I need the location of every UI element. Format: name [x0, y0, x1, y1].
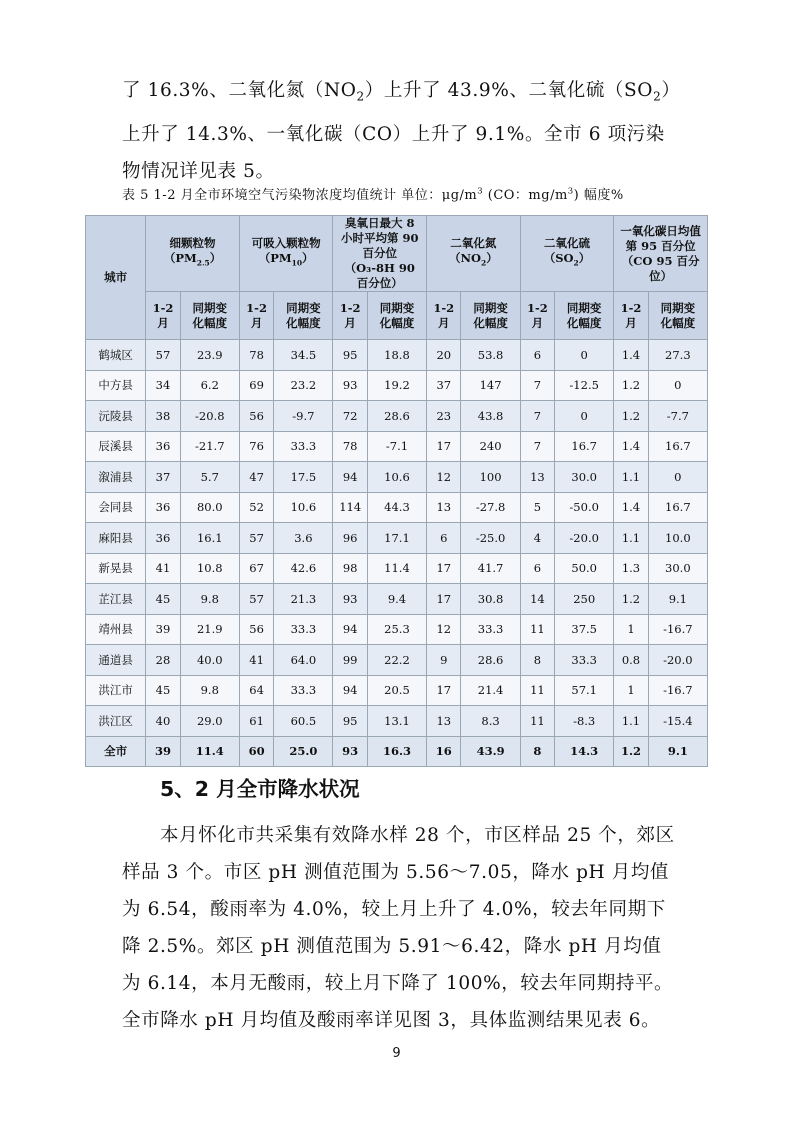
value-cell: 28: [146, 645, 180, 676]
value-cell: 16.7: [648, 431, 707, 462]
caption-sup-1: 3: [477, 185, 484, 196]
value-cell: 9.8: [180, 675, 239, 706]
value-cell: 8: [520, 645, 554, 676]
value-cell: 21.3: [274, 584, 333, 615]
value-cell: 11.4: [367, 553, 426, 584]
value-cell: 25.0: [274, 736, 333, 767]
city-cell: 通道县: [86, 645, 146, 676]
value-cell: 33.3: [555, 645, 614, 676]
table-row: [86, 401, 708, 432]
intro-sub-1: 2: [356, 89, 365, 104]
table-row: [86, 370, 708, 401]
city-cell: 沅陵县: [86, 401, 146, 432]
value-cell: 28.6: [367, 401, 426, 432]
value-cell: 78: [333, 431, 367, 462]
intro-text-1: 了 16.3%、二氧化氮（NO: [122, 80, 357, 101]
value-cell: 57.1: [555, 675, 614, 706]
value-cell: 6: [427, 523, 461, 554]
value-cell: 10.6: [367, 462, 426, 493]
table-row: [86, 645, 708, 676]
subheader-period: 1-2 月: [520, 292, 554, 340]
subheader-period: 1-2 月: [333, 292, 367, 340]
value-cell: -8.3: [555, 706, 614, 737]
value-cell: 1.2: [614, 370, 648, 401]
value-cell: 34.5: [274, 340, 333, 371]
table-row: [86, 736, 708, 767]
caption-unit-b: (CO：mg/m: [483, 188, 568, 203]
intro-text-3: ）上升了 14.3%、一氧化碳（CO）上升了 9.1%。全市 6 项污染物情况详见表 5。: [122, 80, 672, 182]
value-cell: 45: [146, 675, 180, 706]
header-so2-name: 二氧化硫: [543, 236, 590, 251]
value-cell: 36: [146, 492, 180, 523]
intro-paragraph: [122, 72, 677, 190]
header-pm10-sub: 10: [291, 258, 303, 268]
value-cell: 18.8: [367, 340, 426, 371]
value-cell: 23.2: [274, 370, 333, 401]
value-cell: 72: [333, 401, 367, 432]
value-cell: 57: [146, 340, 180, 371]
value-cell: 11: [520, 614, 554, 645]
value-cell: 1.4: [614, 340, 648, 371]
value-cell: 33.3: [274, 675, 333, 706]
value-cell: 96: [333, 523, 367, 554]
value-cell: -7.7: [648, 401, 707, 432]
value-cell: 93: [333, 736, 367, 767]
value-cell: 14.3: [555, 736, 614, 767]
value-cell: 50.0: [555, 553, 614, 584]
value-cell: 17: [427, 584, 461, 615]
value-cell: 45: [146, 584, 180, 615]
value-cell: 36: [146, 431, 180, 462]
city-cell: 全市: [86, 736, 146, 767]
value-cell: 1.3: [614, 553, 648, 584]
value-cell: -16.7: [648, 614, 707, 645]
value-cell: -27.8: [461, 492, 520, 523]
value-cell: 41: [239, 645, 273, 676]
caption-unit-c: ) 幅度%: [573, 188, 624, 203]
header-so2: [520, 216, 614, 292]
value-cell: 4: [520, 523, 554, 554]
page-number: 9: [392, 1046, 401, 1061]
value-cell: -20.0: [555, 523, 614, 554]
section-heading: 5、2 月全市降水状况: [160, 777, 360, 801]
value-cell: 19.2: [367, 370, 426, 401]
header-no2: [427, 216, 521, 292]
value-cell: 38: [146, 401, 180, 432]
value-cell: 0.8: [614, 645, 648, 676]
header-no2-sub: 2: [481, 258, 487, 268]
value-cell: 17: [427, 675, 461, 706]
value-cell: 40: [146, 706, 180, 737]
value-cell: 11: [520, 675, 554, 706]
header-so2-close: ）: [578, 251, 591, 266]
value-cell: 28.6: [461, 645, 520, 676]
value-cell: 52: [239, 492, 273, 523]
value-cell: 13: [427, 492, 461, 523]
value-cell: 33.3: [274, 614, 333, 645]
value-cell: 7: [520, 370, 554, 401]
value-cell: 67: [239, 553, 273, 584]
subheader-period: 1-2 月: [239, 292, 273, 340]
header-co: 一氧化碳日均值第 95 百分位（CO 95 百分位）: [614, 216, 708, 292]
subheader-period: 1-2 月: [427, 292, 461, 340]
value-cell: 27.3: [648, 340, 707, 371]
value-cell: 40.0: [180, 645, 239, 676]
value-cell: 16.1: [180, 523, 239, 554]
value-cell: 250: [555, 584, 614, 615]
value-cell: 17: [427, 553, 461, 584]
city-cell: 鹤城区: [86, 340, 146, 371]
section-paragraph-text: 本月怀化市共采集有效降水样 28 个，市区样品 25 个，郊区样品 3 个。市区 pH 测值范围为 5.56～7.05，降水 pH 月均值为 6.54，酸雨率为 4.0%，较上月上升了 4.0%，较去年同期下降 2.5%。郊区 pH 测值范围为 5.91～6.42，降水 pH 月均值为 6.14，本月无酸雨，较上月下降了 100%，较去年同期持平。全市降水 pH 月均值及酸雨率详见图 3，具体监测结果见表 6。: [122, 825, 675, 1031]
subheader-period: 1-2 月: [146, 292, 180, 340]
value-cell: 9.1: [648, 584, 707, 615]
value-cell: 114: [333, 492, 367, 523]
city-cell: 洪江市: [86, 675, 146, 706]
value-cell: 30.0: [648, 553, 707, 584]
table-row: [86, 584, 708, 615]
value-cell: 0: [555, 340, 614, 371]
pollutant-table: [85, 215, 708, 767]
header-pm25-name: 细颗粒物: [169, 236, 216, 251]
value-cell: 98: [333, 553, 367, 584]
section-paragraph: [122, 817, 677, 1039]
value-cell: 17.1: [367, 523, 426, 554]
value-cell: 1.1: [614, 523, 648, 554]
header-pm10: [239, 216, 333, 292]
city-cell: 芷江县: [86, 584, 146, 615]
value-cell: 60.5: [274, 706, 333, 737]
value-cell: 14: [520, 584, 554, 615]
header-so2-open: （SO: [543, 251, 574, 266]
value-cell: 80.0: [180, 492, 239, 523]
value-cell: -20.8: [180, 401, 239, 432]
value-cell: 20: [427, 340, 461, 371]
table-row: [86, 553, 708, 584]
value-cell: 69: [239, 370, 273, 401]
value-cell: 53.8: [461, 340, 520, 371]
value-cell: 94: [333, 462, 367, 493]
value-cell: -50.0: [555, 492, 614, 523]
value-cell: 8: [520, 736, 554, 767]
value-cell: 17: [427, 431, 461, 462]
table-row: [86, 614, 708, 645]
value-cell: 99: [333, 645, 367, 676]
value-cell: 16.7: [648, 492, 707, 523]
value-cell: 95: [333, 706, 367, 737]
value-cell: 5.7: [180, 462, 239, 493]
value-cell: 33.3: [461, 614, 520, 645]
value-cell: 37: [146, 462, 180, 493]
value-cell: 6.2: [180, 370, 239, 401]
value-cell: -20.0: [648, 645, 707, 676]
table-row: [86, 523, 708, 554]
subheader-change: 同期变化幅度: [367, 292, 426, 340]
header-no2-close: ）: [486, 251, 498, 266]
caption-sup-2: 3: [567, 185, 574, 196]
value-cell: 13: [427, 706, 461, 737]
value-cell: 16: [427, 736, 461, 767]
header-pm10-open: （PM: [258, 251, 292, 266]
value-cell: 100: [461, 462, 520, 493]
value-cell: 0: [648, 462, 707, 493]
subheader-change: 同期变化幅度: [461, 292, 520, 340]
value-cell: 9.1: [648, 736, 707, 767]
value-cell: 42.6: [274, 553, 333, 584]
value-cell: 22.2: [367, 645, 426, 676]
value-cell: 34: [146, 370, 180, 401]
value-cell: 43.9: [461, 736, 520, 767]
value-cell: 13: [520, 462, 554, 493]
intro-text-2: ）上升了 43.9%、二氧化硫（SO: [364, 80, 654, 101]
value-cell: 16.3: [367, 736, 426, 767]
value-cell: 93: [333, 584, 367, 615]
intro-sub-2: 2: [653, 89, 662, 104]
subheader-period: 1-2 月: [614, 292, 648, 340]
header-o3: 臭氧日最大 8 小时平均第 90 百分位（O₃-8H 90 百分位）: [333, 216, 427, 292]
value-cell: 7: [520, 431, 554, 462]
value-cell: 23.9: [180, 340, 239, 371]
value-cell: 11.4: [180, 736, 239, 767]
header-pm25-open: （PM: [163, 251, 197, 266]
table-row: [86, 675, 708, 706]
table-row: [86, 462, 708, 493]
value-cell: 93: [333, 370, 367, 401]
value-cell: 33.3: [274, 431, 333, 462]
value-cell: 21.9: [180, 614, 239, 645]
header-city: 城市: [86, 216, 146, 340]
value-cell: 16.7: [555, 431, 614, 462]
header-no2-name: 二氧化氮: [450, 236, 497, 251]
value-cell: -16.7: [648, 675, 707, 706]
value-cell: 1: [614, 675, 648, 706]
value-cell: -7.1: [367, 431, 426, 462]
value-cell: 240: [461, 431, 520, 462]
value-cell: 12: [427, 462, 461, 493]
value-cell: 6: [520, 340, 554, 371]
city-cell: 新晃县: [86, 553, 146, 584]
value-cell: 147: [461, 370, 520, 401]
value-cell: 60: [239, 736, 273, 767]
table-row: [86, 431, 708, 462]
value-cell: 76: [239, 431, 273, 462]
subheader-change: 同期变化幅度: [648, 292, 707, 340]
value-cell: 41: [146, 553, 180, 584]
value-cell: 13.1: [367, 706, 426, 737]
value-cell: 8.3: [461, 706, 520, 737]
value-cell: 1.2: [614, 584, 648, 615]
value-cell: 1.2: [614, 401, 648, 432]
value-cell: 95: [333, 340, 367, 371]
value-cell: 41.7: [461, 553, 520, 584]
table-row: [86, 340, 708, 371]
value-cell: 57: [239, 584, 273, 615]
value-cell: 1.4: [614, 492, 648, 523]
value-cell: -25.0: [461, 523, 520, 554]
value-cell: 43.8: [461, 401, 520, 432]
value-cell: 37.5: [555, 614, 614, 645]
subheader-change: 同期变化幅度: [555, 292, 614, 340]
value-cell: 30.0: [555, 462, 614, 493]
value-cell: 61: [239, 706, 273, 737]
subheader-change: 同期变化幅度: [274, 292, 333, 340]
value-cell: 39: [146, 736, 180, 767]
caption-title: 表 5 1-2 月全市环境空气污染物浓度均值统计: [122, 188, 397, 203]
city-cell: 中方县: [86, 370, 146, 401]
header-pm10-close: ）: [302, 251, 314, 266]
value-cell: 6: [520, 553, 554, 584]
value-cell: 57: [239, 523, 273, 554]
value-cell: 64.0: [274, 645, 333, 676]
table-caption: [122, 184, 682, 203]
value-cell: 1.4: [614, 431, 648, 462]
value-cell: 1.1: [614, 462, 648, 493]
subheader-change: 同期变化幅度: [180, 292, 239, 340]
city-cell: 靖州县: [86, 614, 146, 645]
value-cell: 29.0: [180, 706, 239, 737]
value-cell: -9.7: [274, 401, 333, 432]
city-cell: 辰溪县: [86, 431, 146, 462]
value-cell: 64: [239, 675, 273, 706]
value-cell: 1.2: [614, 736, 648, 767]
value-cell: 78: [239, 340, 273, 371]
value-cell: 94: [333, 614, 367, 645]
value-cell: 20.5: [367, 675, 426, 706]
value-cell: 7: [520, 401, 554, 432]
table-row: [86, 706, 708, 737]
value-cell: 0: [555, 401, 614, 432]
header-pm25-sub: 2.5: [196, 258, 210, 268]
value-cell: 36: [146, 523, 180, 554]
value-cell: 11: [520, 706, 554, 737]
value-cell: 3.6: [274, 523, 333, 554]
value-cell: -12.5: [555, 370, 614, 401]
value-cell: -21.7: [180, 431, 239, 462]
value-cell: 25.3: [367, 614, 426, 645]
value-cell: 9: [427, 645, 461, 676]
value-cell: 94: [333, 675, 367, 706]
value-cell: 56: [239, 401, 273, 432]
value-cell: 44.3: [367, 492, 426, 523]
city-cell: 会同县: [86, 492, 146, 523]
value-cell: 37: [427, 370, 461, 401]
value-cell: 21.4: [461, 675, 520, 706]
value-cell: 47: [239, 462, 273, 493]
value-cell: -15.4: [648, 706, 707, 737]
header-pm10-name: 可吸入颗粒物: [251, 236, 321, 251]
value-cell: 1: [614, 614, 648, 645]
value-cell: 9.8: [180, 584, 239, 615]
value-cell: 10.0: [648, 523, 707, 554]
header-no2-open: （NO: [449, 251, 482, 266]
value-cell: 39: [146, 614, 180, 645]
value-cell: 56: [239, 614, 273, 645]
city-cell: 洪江区: [86, 706, 146, 737]
value-cell: 23: [427, 401, 461, 432]
city-cell: 麻阳县: [86, 523, 146, 554]
header-pm25-close: ）: [209, 251, 222, 266]
header-pm25: [146, 216, 240, 292]
city-cell: 溆浦县: [86, 462, 146, 493]
value-cell: 9.4: [367, 584, 426, 615]
value-cell: 5: [520, 492, 554, 523]
value-cell: 10.6: [274, 492, 333, 523]
header-so2-sub: 2: [573, 258, 579, 268]
value-cell: 30.8: [461, 584, 520, 615]
value-cell: 12: [427, 614, 461, 645]
value-cell: 1.1: [614, 706, 648, 737]
value-cell: 0: [648, 370, 707, 401]
value-cell: 17.5: [274, 462, 333, 493]
caption-unit-a: 单位：μg/m: [396, 188, 478, 203]
value-cell: 10.8: [180, 553, 239, 584]
table-row: [86, 492, 708, 523]
